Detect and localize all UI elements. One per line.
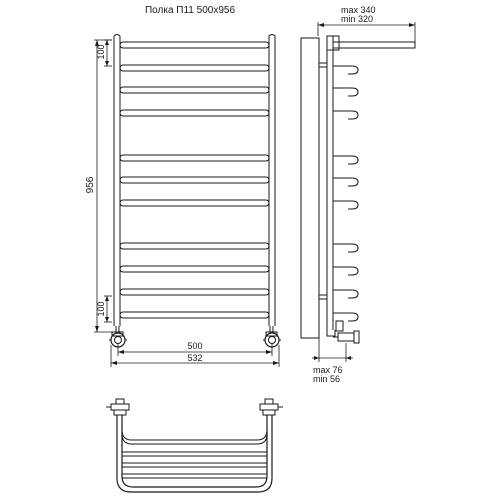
front-view bbox=[85, 35, 281, 368]
rung-8 bbox=[120, 243, 269, 249]
side-rung-2 bbox=[333, 88, 358, 96]
side-rung-5 bbox=[333, 178, 358, 186]
side-valve bbox=[327, 321, 359, 343]
top-right-valve bbox=[260, 399, 283, 415]
depth-max-label: max 340 bbox=[341, 5, 376, 15]
height-dimension bbox=[85, 40, 112, 332]
dim-width-inner-label: 500 bbox=[187, 341, 203, 351]
pipe-offset-dimension bbox=[312, 338, 353, 384]
side-rungs bbox=[333, 66, 358, 321]
side-rung-1 bbox=[333, 66, 358, 74]
rung-9 bbox=[120, 266, 269, 272]
rung-6 bbox=[120, 177, 269, 183]
dim-height-label: 956 bbox=[85, 176, 96, 194]
top-left-valve bbox=[106, 399, 129, 415]
top-view bbox=[106, 399, 283, 492]
depth-min-label: min 320 bbox=[341, 14, 374, 24]
wall-section bbox=[301, 38, 319, 338]
dim-width-outer-label: 532 bbox=[187, 353, 203, 363]
rungs bbox=[120, 42, 269, 318]
rung-4 bbox=[120, 110, 269, 116]
rung-3 bbox=[120, 87, 269, 93]
side-rung-6 bbox=[333, 201, 358, 209]
rung-2 bbox=[120, 65, 269, 71]
rung-5 bbox=[120, 155, 269, 161]
pipe-min-label: min 56 bbox=[313, 374, 341, 384]
side-view bbox=[301, 5, 415, 384]
drawing-title: Полка П11 500x956 bbox=[144, 5, 236, 16]
side-rung-7 bbox=[333, 244, 358, 252]
wall-bracket-top bbox=[319, 63, 327, 67]
top-spacing-dimension bbox=[96, 40, 112, 66]
side-rung-3 bbox=[333, 111, 358, 119]
bottom-spacing-dimension bbox=[96, 296, 112, 322]
shelf-arm bbox=[333, 42, 415, 48]
side-rung-9 bbox=[333, 290, 358, 298]
width-dimensions bbox=[111, 341, 279, 367]
dim-top-label: 100 bbox=[96, 44, 106, 60]
side-rung-10 bbox=[333, 313, 358, 321]
dim-bottom-label: 100 bbox=[96, 301, 106, 317]
rung-10 bbox=[120, 289, 269, 295]
rung-11 bbox=[120, 312, 269, 318]
pipe-max-label: max 76 bbox=[313, 365, 343, 375]
rung-1 bbox=[120, 42, 269, 48]
left-rail-cap bbox=[114, 35, 120, 37]
wall-bracket-bottom bbox=[319, 295, 327, 299]
side-rung-8 bbox=[333, 267, 358, 275]
rung-7 bbox=[120, 200, 269, 206]
right-rail-cap bbox=[269, 35, 275, 37]
side-rung-4 bbox=[333, 156, 358, 164]
